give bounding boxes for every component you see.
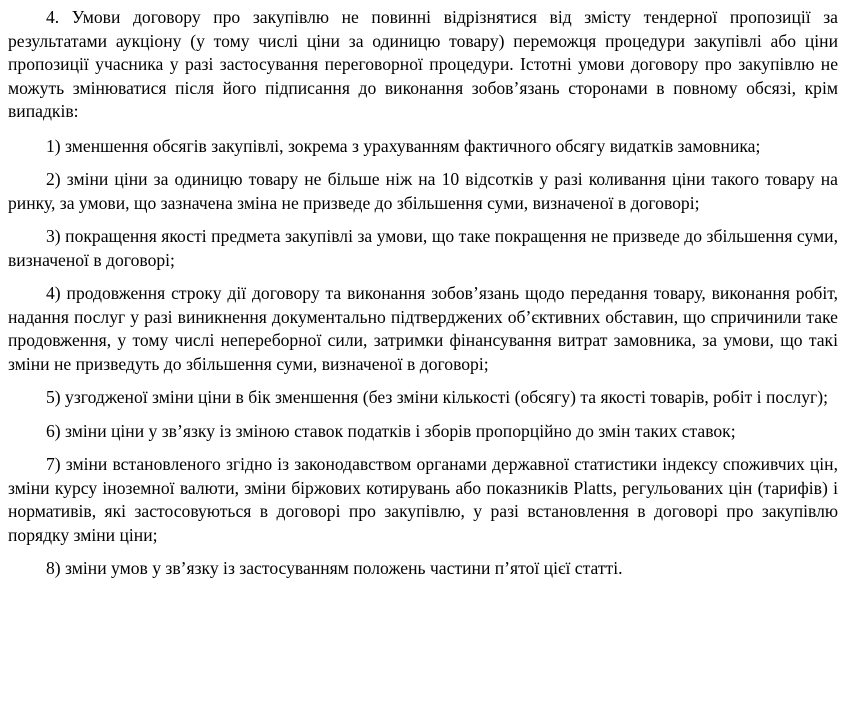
list-item-1: 1) зменшення обсягів закупівлі, зокрема з урахуванням фактичного обсягу видатків замовника;	[46, 135, 761, 156]
list-item-4: 4) продовження строку дії договору та виконання зобов’язань щодо передання товару, виконання робіт, надання послуг у разі виникнення документально підтверджених об’єктивних обставин, що спричинили таке продовження, у тому числі непереборної сили, затримки фінансування витрат замовника, за умови, що такі зміни не призведуть до збільшення суми, визначеної в договорі;	[8, 283, 838, 374]
paragraph-clause-4: 4. Умови договору про закупівлю не повинні відрізнятися від змісту тендерної пропозиції за результатами аукціону (у тому числі ціни за одиницю товару) переможця процедури закупівлі або ціни пропозиції учасника у разі застосування переговорної процедури. Істотні умови договору про закупівлю не можуть змінюватися після його підписання до виконання зобов’язань сторонами в повному обсязі, крім випадків:	[8, 7, 838, 121]
list-item-7: 7) зміни встановленого згідно із законодавством органами державної статистики індексу споживчих цін, зміни курсу іноземної валюти, зміни біржових котирувань або показників Platts, регульованих цін (тарифів) і нормативів, які застосовуються в договорі про закупівлю, у разі встановлення в договорі про закупівлю порядку зміни ціни;	[8, 454, 838, 545]
list-item-2: 2) зміни ціни за одиницю товару не більше ніж на 10 відсотків у разі коливання ціни такого товару на ринку, за умови, що зазначена зміна не призведе до збільшення суми, визначеної в договорі;	[8, 169, 838, 213]
list-item-5: 5) узгодженої зміни ціни в бік зменшення (без зміни кількості (обсягу) та якості товарів, робіт і послуг);	[46, 387, 828, 407]
list-item-6: 6) зміни ціни у зв’язку із зміною ставок податків і зборів пропорційно до змін таких ставок;	[46, 420, 736, 441]
list-item-8: 8) зміни умов у зв’язку із застосуванням положень частини п’ятої цієї статті.	[46, 558, 623, 578]
list-item-3: 3) покращення якості предмета закупівлі за умови, що таке покращення не призведе до збільшення суми, визначеної в договорі;	[8, 226, 838, 270]
